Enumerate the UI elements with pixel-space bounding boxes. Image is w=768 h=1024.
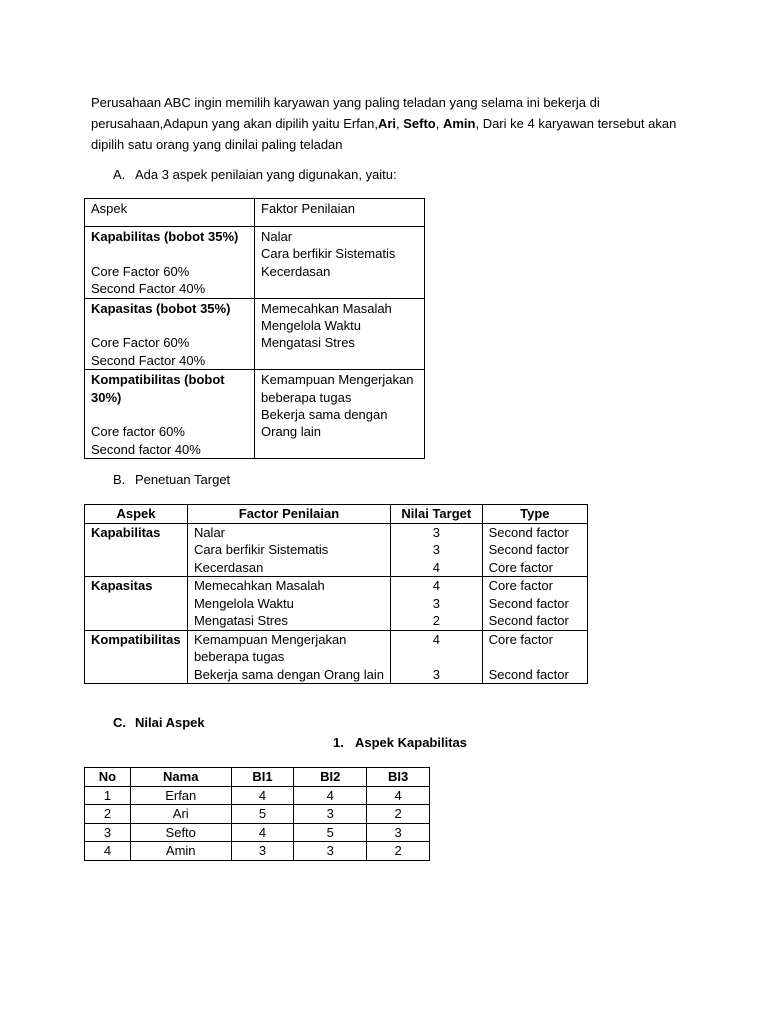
header-factor: Factor Penilaian: [187, 505, 390, 524]
second-factor: Second Factor 40%: [91, 281, 206, 297]
subsection-heading: [333, 735, 467, 751]
factor-cell: [255, 227, 425, 299]
nilai-item: 4: [432, 631, 440, 647]
nilai-item: 3: [432, 524, 440, 540]
separator: ,: [435, 116, 443, 131]
cell-bi3: 3: [367, 823, 430, 842]
cell-bi1: 3: [231, 842, 294, 861]
factor-item: Nalar: [261, 229, 293, 244]
cell-no: 3: [85, 823, 131, 842]
type-item: Core factor: [488, 559, 553, 575]
cell-bi2: 3: [294, 842, 367, 861]
factor-item: beberapa tugas: [261, 389, 352, 405]
header-aspek: Aspek: [85, 199, 255, 227]
factor-item: Mengatasi Stres: [261, 335, 355, 351]
intro-paragraph: [91, 92, 681, 155]
type-item: [489, 648, 581, 666]
cell-bi1: 4: [231, 823, 294, 842]
second-factor: Second factor 40%: [91, 441, 201, 457]
factor-cell: [255, 370, 425, 459]
table-row: [85, 630, 588, 684]
type-item: Second factor: [488, 595, 569, 611]
table-header-row: [85, 768, 430, 787]
aspek-cell: Kompatibilitas: [85, 630, 188, 684]
name-sefto: Sefto: [403, 116, 436, 131]
section-c-heading: [113, 715, 205, 731]
header-bi1: BI1: [231, 768, 294, 787]
header-no: No: [85, 768, 131, 787]
factor-item: Kecerdasan: [193, 559, 264, 575]
type-item: Second factor: [488, 613, 569, 628]
core-factor: Core factor 60%: [91, 424, 185, 440]
header-bi3: BI3: [367, 768, 430, 787]
table-row: [85, 370, 425, 459]
header-aspek: Aspek: [85, 505, 188, 524]
aspek-cell: Kapabilitas: [85, 523, 188, 577]
factor-cell: [187, 577, 390, 631]
factor-cell: [187, 523, 390, 577]
section-b-title: Penetuan Target: [135, 472, 231, 487]
factor-item: Cara berfikir Sistematis: [193, 542, 329, 557]
header-nilai: Nilai Target: [391, 505, 483, 524]
header-type: Type: [482, 505, 587, 524]
factor-item: Cara berfikir Sistematis: [261, 246, 396, 262]
section-a-heading: [113, 167, 397, 183]
subsection-label: 1.: [333, 735, 344, 750]
factor-item: Mengatasi Stres: [193, 613, 288, 628]
factor-item: Nalar: [193, 524, 226, 540]
section-b-heading: [113, 472, 230, 488]
section-a-title: Ada 3 aspek penilaian yang digunakan, yaitu:: [135, 167, 397, 182]
table-header-row: [85, 505, 588, 524]
aspect-title: Kapabilitas (bobot 35%): [91, 229, 239, 244]
aspek-cell: Kapasitas: [85, 577, 188, 631]
core-factor: Core Factor 60%: [91, 263, 190, 279]
nilai-cell: [391, 523, 483, 577]
nilai-item: [397, 648, 476, 666]
aspect-cell: [85, 370, 255, 459]
type-item: Core factor: [488, 631, 553, 647]
table-row: [85, 842, 430, 861]
table-row: [85, 805, 430, 824]
cell-no: 4: [85, 842, 131, 861]
intro-text-2: , Dari ke 4 karyawan tersebut akan dipilih satu orang yang dinilai paling teladan: [91, 116, 677, 152]
factor-item: Orang lain: [261, 424, 321, 440]
nilai-item: 4: [432, 559, 440, 575]
nilai-item: 3: [432, 542, 440, 557]
cell-nama: Amin: [130, 842, 231, 861]
type-item: Second factor: [488, 524, 569, 540]
cell-bi2: 3: [294, 805, 367, 824]
type-cell: [482, 523, 587, 577]
nilai-item: 3: [432, 595, 440, 611]
table-header-row: [85, 199, 425, 227]
nilai-cell: [391, 577, 483, 631]
name-ari: Ari: [377, 116, 396, 131]
cell-bi2: 4: [294, 786, 367, 805]
section-c-title: Nilai Aspek: [135, 715, 205, 730]
cell-bi2: 5: [294, 823, 367, 842]
aspect-cell: [85, 227, 255, 299]
core-factor: Core Factor 60%: [91, 335, 190, 351]
type-item: Second factor: [488, 666, 569, 682]
factor-item: Mengelola Waktu: [193, 595, 294, 611]
intro-text-1: Perusahaan ABC ingin memilih karyawan yang paling teladan yang selama ini bekerja di perusahaan,Adapun yang akan dipilih yaitu Erfan,: [91, 95, 600, 131]
type-cell: [482, 577, 587, 631]
cell-bi1: 4: [231, 786, 294, 805]
second-factor: Second Factor 40%: [91, 352, 206, 368]
factor-item: Bekerja sama dengan: [261, 407, 388, 423]
header-faktor: Faktor Penilaian: [255, 199, 425, 227]
header-bi2: BI2: [294, 768, 367, 787]
factor-item: Kecerdasan: [261, 263, 331, 279]
table-row: [85, 523, 588, 577]
section-b-label: B.: [113, 472, 126, 487]
table-row: [85, 786, 430, 805]
factor-item: Kemampuan Mengerjakan: [261, 372, 414, 388]
aspect-title: Kompatibilitas (bobot 30%): [91, 372, 225, 405]
cell-bi3: 4: [367, 786, 430, 805]
factor-cell: [187, 630, 390, 684]
aspect-table: [84, 198, 425, 459]
factor-item: Bekerja sama dengan Orang lain: [193, 666, 384, 682]
nilai-item: 2: [432, 613, 440, 628]
table-row: [85, 298, 425, 370]
type-cell: [482, 630, 587, 684]
aspect-cell: [85, 298, 255, 370]
separator: ,: [396, 116, 404, 131]
nilai-item: 4: [432, 578, 440, 593]
section-c-label: C.: [113, 715, 126, 730]
header-nama: Nama: [130, 768, 231, 787]
aspect-title: Kapasitas (bobot 35%): [91, 300, 231, 316]
factor-item: Memecahkan Masalah: [261, 300, 392, 316]
factor-item: beberapa tugas: [193, 649, 285, 664]
type-item: Core factor: [488, 578, 553, 593]
section-a-label: A.: [113, 167, 126, 182]
kapabilitas-score-table: [84, 767, 430, 861]
cell-nama: Sefto: [130, 823, 231, 842]
table-row: [85, 227, 425, 299]
nilai-item: 3: [432, 666, 440, 682]
cell-nama: Ari: [130, 805, 231, 824]
cell-bi3: 2: [367, 805, 430, 824]
factor-item: Memecahkan Masalah: [193, 578, 325, 593]
type-item: Second factor: [488, 542, 569, 557]
target-table: [84, 504, 588, 684]
cell-no: 2: [85, 805, 131, 824]
table-row: [85, 823, 430, 842]
subsection-title: Aspek Kapabilitas: [355, 735, 467, 750]
nilai-cell: [391, 630, 483, 684]
table-row: [85, 577, 588, 631]
factor-cell: [255, 298, 425, 370]
cell-bi3: 2: [367, 842, 430, 861]
cell-no: 1: [85, 786, 131, 805]
cell-bi1: 5: [231, 805, 294, 824]
cell-nama: Erfan: [130, 786, 231, 805]
factor-item: Mengelola Waktu: [261, 318, 361, 334]
name-amin: Amin: [442, 116, 476, 131]
factor-item: Kemampuan Mengerjakan: [193, 631, 347, 647]
